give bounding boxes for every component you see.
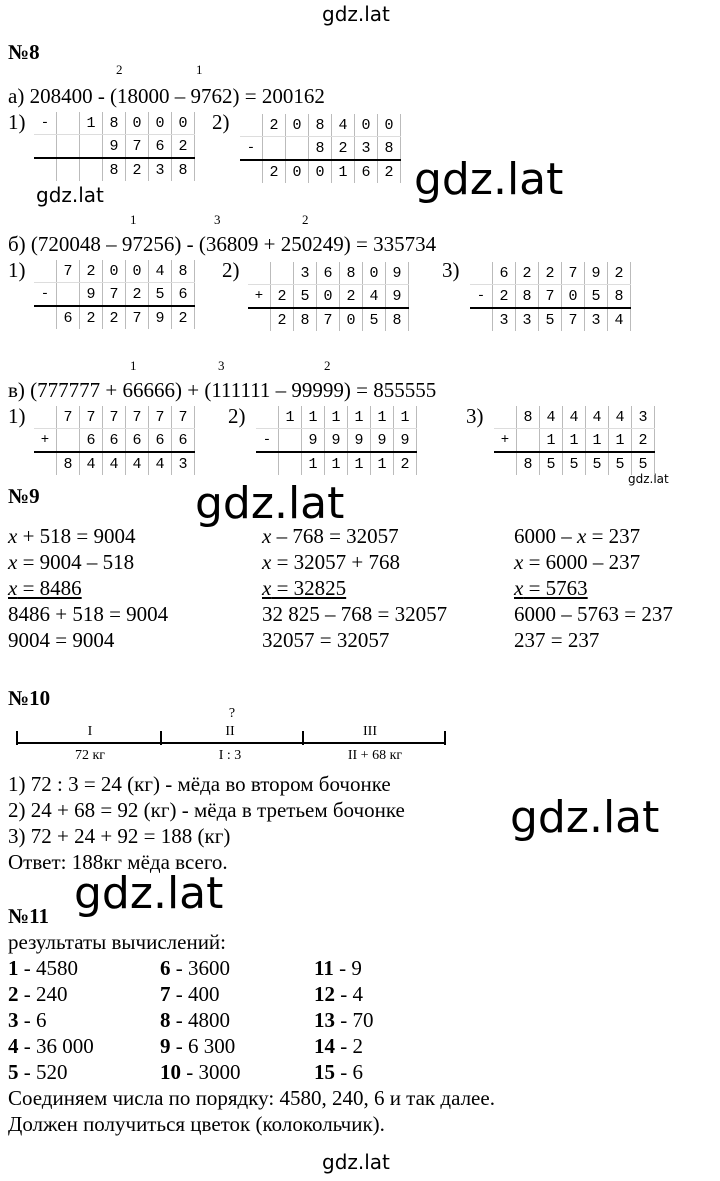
check-line: 6000 – 5763 = 237 (514, 602, 673, 626)
watermark-bottom: gdz.lat (322, 1150, 390, 1174)
result-value: - 4 (335, 982, 363, 1006)
digit: 2 (378, 160, 401, 183)
result-value: - 70 (335, 1008, 374, 1032)
digit: 3 (172, 452, 195, 475)
answer-underlined: x = 5763 (514, 576, 588, 600)
equation-answer (514, 576, 588, 600)
operator: + (494, 429, 517, 453)
task8b-expression: б) (720048 – 97256) - (36809 + 250249) = 335734 (8, 232, 437, 256)
result-item (314, 1008, 374, 1032)
digit: 8 (517, 452, 540, 475)
answer-underlined: x = 32825 (262, 576, 347, 600)
digit: 7 (57, 260, 80, 283)
result-value: - 4800 (170, 1008, 230, 1032)
watermark: gdz.lat (36, 183, 104, 207)
column-addition-table (494, 406, 655, 475)
digit: 4 (126, 452, 149, 475)
check-line: 8486 + 518 = 9004 (8, 602, 169, 626)
result-item (8, 956, 78, 980)
digit: 1 (325, 452, 348, 475)
column-subtraction-table (470, 262, 631, 331)
digit: 1 (332, 160, 355, 183)
column-subtraction-table (256, 406, 417, 475)
digit: 6 (493, 262, 516, 285)
digit: 4 (608, 308, 631, 331)
digit: 2 (493, 285, 516, 309)
digit: 4 (563, 406, 586, 429)
digit: 1 (302, 452, 325, 475)
digit: 2 (340, 285, 363, 309)
digit: 8 (172, 158, 195, 181)
digit: 2 (632, 429, 655, 453)
result-item (8, 1060, 68, 1084)
step-label: 1) (8, 404, 26, 428)
digit: 0 (286, 114, 309, 137)
operator: + (34, 429, 57, 453)
digit: 4 (332, 114, 355, 137)
digit: 7 (317, 308, 340, 331)
column-subtraction-table (34, 260, 195, 329)
digit: 3 (355, 137, 378, 161)
result-item (314, 982, 363, 1006)
digit: 2 (80, 260, 103, 283)
segment-value: 72 кг (74, 748, 106, 763)
result-value: - 6 (335, 1060, 363, 1084)
order-mark: 2 (302, 212, 309, 227)
digit: 8 (608, 285, 631, 309)
digit: 6 (317, 262, 340, 285)
digit: 9 (371, 429, 394, 453)
digit: 2 (103, 306, 126, 329)
digit: 1 (540, 429, 563, 453)
order-mark: 2 (324, 358, 331, 373)
digit: 5 (609, 452, 632, 475)
digit: 0 (363, 262, 386, 285)
result-value: - 36 000 (18, 1034, 94, 1058)
step-label: 2) (212, 110, 230, 134)
result-number: 8 (160, 1008, 171, 1032)
solution-line: 1) 72 : 3 = 24 (кг) - мёда во втором бочонке (8, 772, 391, 796)
digit: 5 (539, 308, 562, 331)
digit: 4 (586, 406, 609, 429)
digit: 7 (562, 308, 585, 331)
solution-line: 3) 72 + 24 + 92 = 188 (кг) (8, 824, 231, 848)
result-number: 3 (8, 1008, 19, 1032)
result-number: 15 (314, 1060, 335, 1084)
digit: 5 (586, 452, 609, 475)
segment-question: ? (228, 706, 236, 721)
result-value: - 2 (335, 1034, 363, 1058)
task9-title: №9 (8, 484, 40, 508)
digit: 3 (632, 406, 655, 429)
digit: 8 (340, 262, 363, 285)
digit: 1 (348, 406, 371, 429)
solution-line: 2) 24 + 68 = 92 (кг) - мёда в третьем бочонке (8, 798, 405, 822)
digit: 2 (608, 262, 631, 285)
digit: 0 (378, 114, 401, 137)
digit: 8 (103, 112, 126, 135)
digit: 1 (563, 429, 586, 453)
watermark-large: gdz.lat (195, 478, 345, 529)
result-value: - 520 (18, 1060, 68, 1084)
digit: 1 (586, 429, 609, 453)
digit: 7 (562, 262, 585, 285)
task8a-expression: а) 208400 - (18000 – 9762) = 200162 (8, 84, 325, 108)
digit: 2 (271, 285, 294, 309)
digit: 4 (80, 452, 103, 475)
operator: - (470, 285, 493, 309)
result-value: - 4580 (18, 956, 78, 980)
digit: 7 (57, 406, 80, 429)
digit: 4 (540, 406, 563, 429)
digit: 2 (332, 137, 355, 161)
digit: 7 (103, 283, 126, 307)
watermark-large: gdz.lat (510, 792, 660, 843)
digit: 0 (149, 112, 172, 135)
check-line: 9004 = 9004 (8, 628, 115, 652)
operator: - (34, 112, 57, 135)
digit: 2 (516, 262, 539, 285)
result-item (8, 1008, 47, 1032)
task11-title: №11 (8, 904, 49, 928)
watermark-large: gdz.lat (74, 868, 224, 919)
digit: 8 (386, 308, 409, 331)
digit: 0 (355, 114, 378, 137)
result-value: - 3000 (181, 1060, 241, 1084)
result-number: 5 (8, 1060, 19, 1084)
digit: 2 (539, 262, 562, 285)
digit: 3 (149, 158, 172, 181)
digit: 5 (632, 452, 655, 475)
result-number: 12 (314, 982, 335, 1006)
watermark-tiny: gdz.lat (628, 472, 669, 486)
digit: 9 (394, 429, 417, 453)
equation-line: x = 6000 – 237 (514, 550, 641, 574)
result-item (314, 956, 362, 980)
digit: 1 (394, 406, 417, 429)
digit: 6 (172, 283, 195, 307)
digit: 5 (585, 285, 608, 309)
order-mark: 1 (130, 358, 137, 373)
digit: 4 (149, 452, 172, 475)
result-item (160, 982, 220, 1006)
digit: 0 (126, 260, 149, 283)
digit: 7 (103, 406, 126, 429)
check-line: 237 = 237 (514, 628, 600, 652)
digit: 7 (126, 406, 149, 429)
digit: 2 (394, 452, 417, 475)
digit: 4 (363, 285, 386, 309)
column-subtraction-table (240, 114, 401, 183)
order-mark: 2 (116, 62, 123, 77)
result-item (160, 1034, 235, 1058)
digit: 1 (302, 406, 325, 429)
digit: 2 (172, 306, 195, 329)
equation-line: x = 9004 – 518 (8, 550, 135, 574)
digit: 7 (80, 406, 103, 429)
digit: 8 (309, 114, 332, 137)
conclusion-line: Соединяем числа по порядку: 4580, 240, 6 и так далее. (8, 1086, 495, 1110)
digit: 7 (126, 306, 149, 329)
digit: 9 (302, 429, 325, 453)
digit: 5 (363, 308, 386, 331)
result-item (314, 1060, 363, 1084)
step-label: 2) (222, 258, 240, 282)
result-value: - 240 (18, 982, 68, 1006)
equation-line: x – 768 = 32057 (262, 524, 399, 548)
digit: 1 (348, 452, 371, 475)
digit: 4 (149, 260, 172, 283)
step-label: 1) (8, 110, 26, 134)
digit: 6 (149, 135, 172, 159)
digit: 9 (103, 135, 126, 159)
digit: 2 (271, 308, 294, 331)
digit: 5 (540, 452, 563, 475)
result-value: - 6 300 (170, 1034, 236, 1058)
result-item (160, 1008, 230, 1032)
segment-value: II + 68 кг (347, 748, 403, 763)
digit: 5 (149, 283, 172, 307)
digit: 1 (279, 406, 302, 429)
result-number: 2 (8, 982, 19, 1006)
order-mark: 1 (130, 212, 137, 227)
digit: 6 (126, 429, 149, 453)
digit: 3 (294, 262, 317, 285)
digit: 6 (355, 160, 378, 183)
digit: 8 (516, 285, 539, 309)
step-label: 3) (442, 258, 460, 282)
digit: 7 (539, 285, 562, 309)
results-intro: результаты вычислений: (8, 930, 227, 954)
equation-line: 6000 – x = 237 (514, 524, 641, 548)
digit: 6 (57, 306, 80, 329)
result-item (8, 982, 68, 1006)
digit: 2 (126, 158, 149, 181)
digit: 2 (80, 306, 103, 329)
operator: - (34, 283, 57, 307)
order-mark: 1 (196, 62, 203, 77)
digit: 1 (80, 112, 103, 135)
segment-label: I (87, 724, 93, 739)
task8-title: №8 (8, 40, 40, 64)
digit: 8 (172, 260, 195, 283)
digit: 4 (609, 406, 632, 429)
operator: - (256, 429, 279, 453)
equation-answer (8, 576, 82, 600)
digit: 9 (149, 306, 172, 329)
column-subtraction-table (34, 112, 195, 181)
digit: 8 (103, 158, 126, 181)
equation-line: x = 32057 + 768 (262, 550, 401, 574)
digit: 3 (516, 308, 539, 331)
digit: 0 (286, 160, 309, 183)
step-label: 3) (466, 404, 484, 428)
digit: 8 (378, 137, 401, 161)
digit: 0 (562, 285, 585, 309)
check-line: 32057 = 32057 (262, 628, 390, 652)
task10-title: №10 (8, 686, 51, 710)
check-line: 32 825 – 768 = 32057 (262, 602, 448, 626)
result-number: 10 (160, 1060, 181, 1084)
result-number: 11 (314, 956, 334, 980)
digit: 9 (348, 429, 371, 453)
result-value: - 9 (333, 956, 362, 980)
digit: 9 (386, 285, 409, 309)
operator: + (248, 285, 271, 309)
column-addition-table (34, 406, 195, 475)
digit: 3 (493, 308, 516, 331)
conclusion-line: Должен получиться цветок (колокольчик). (8, 1112, 385, 1136)
digit: 7 (149, 406, 172, 429)
digit: 9 (325, 429, 348, 453)
result-value: - 6 (18, 1008, 47, 1032)
segment-value: I : 3 (218, 748, 242, 763)
digit: 2 (263, 114, 286, 137)
digit: 9 (386, 262, 409, 285)
result-number: 9 (160, 1034, 171, 1058)
result-item (314, 1034, 363, 1058)
step-label: 1) (8, 258, 26, 282)
digit: 8 (294, 308, 317, 331)
digit: 3 (585, 308, 608, 331)
result-number: 14 (314, 1034, 335, 1058)
digit: 9 (80, 283, 103, 307)
digit: 4 (103, 452, 126, 475)
result-number: 13 (314, 1008, 335, 1032)
digit: 1 (609, 429, 632, 453)
result-item (160, 1060, 241, 1084)
result-value: - 3600 (170, 956, 230, 980)
digit: 6 (103, 429, 126, 453)
digit: 9 (585, 262, 608, 285)
digit: 1 (371, 452, 394, 475)
digit: 0 (103, 260, 126, 283)
result-value: - 400 (170, 982, 220, 1006)
result-number: 7 (160, 982, 171, 1006)
segment-label: III (363, 724, 377, 739)
operator: - (240, 137, 263, 161)
watermark-large: gdz.lat (414, 154, 564, 205)
answer-underlined: x = 8486 (8, 576, 82, 600)
result-item (160, 956, 230, 980)
digit: 7 (126, 135, 149, 159)
step-label: 2) (228, 404, 246, 428)
column-addition-table (248, 262, 409, 331)
digit: 6 (80, 429, 103, 453)
digit: 5 (294, 285, 317, 309)
digit: 6 (172, 429, 195, 453)
digit: 8 (309, 137, 332, 161)
digit: 1 (325, 406, 348, 429)
digit: 1 (371, 406, 394, 429)
digit: 6 (149, 429, 172, 453)
segment-line (16, 742, 446, 744)
watermark-top: gdz.lat (322, 2, 390, 26)
order-mark: 3 (214, 212, 221, 227)
digit: 0 (340, 308, 363, 331)
result-item (8, 1034, 94, 1058)
digit: 0 (172, 112, 195, 135)
result-number: 4 (8, 1034, 19, 1058)
digit: 8 (517, 406, 540, 429)
digit: 0 (317, 285, 340, 309)
result-number: 1 (8, 956, 19, 980)
answer-line: Ответ: 188кг мёда всего. (8, 850, 228, 874)
digit: 8 (57, 452, 80, 475)
segment-label: II (225, 724, 235, 739)
digit: 7 (172, 406, 195, 429)
equation-line: x + 518 = 9004 (8, 524, 136, 548)
digit: 2 (126, 283, 149, 307)
task8c-expression: в) (777777 + 66666) + (111111 – 99999) = 855555 (8, 378, 437, 402)
digit: 5 (563, 452, 586, 475)
equation-answer (262, 576, 346, 600)
digit: 2 (172, 135, 195, 159)
digit: 0 (126, 112, 149, 135)
order-mark: 3 (218, 358, 225, 373)
digit: 0 (309, 160, 332, 183)
result-number: 6 (160, 956, 171, 980)
digit: 2 (263, 160, 286, 183)
